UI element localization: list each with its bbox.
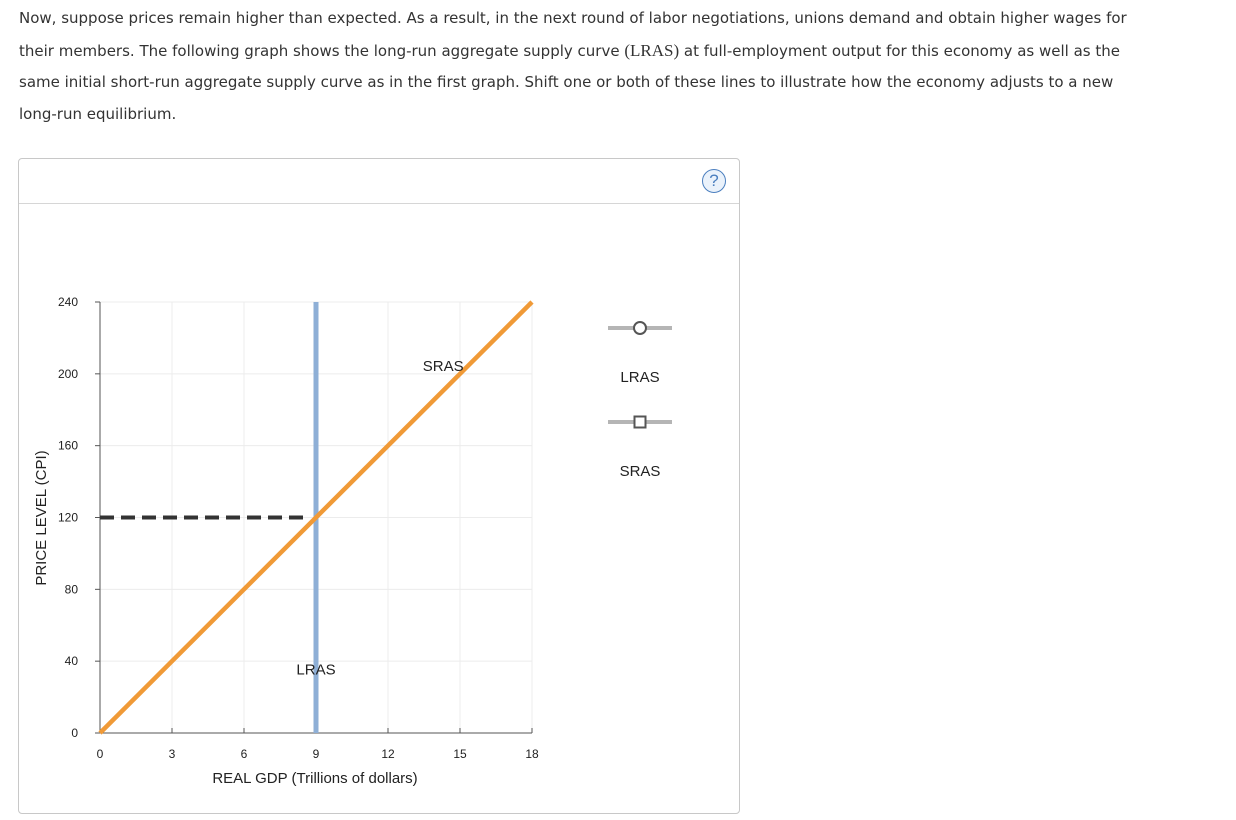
legend[interactable] — [608, 322, 672, 480]
sras-curve-label: SRAS — [422, 357, 464, 375]
question-line-3: same initial short-run aggregate supply curve as in the first graph. Shift one or both of these lines to illustrate how the economy adjusts to a new — [19, 73, 1114, 91]
x-tick-label: 0 — [96, 747, 104, 761]
legend-circle-marker[interactable] — [634, 322, 646, 334]
lras-curve-label: LRAS — [296, 661, 336, 679]
x-tick-label: 12 — [381, 747, 395, 761]
legend-square-marker[interactable] — [635, 417, 646, 428]
x-axis-label: REAL GDP (Trillions of dollars) — [212, 770, 418, 787]
y-tick-label: 0 — [71, 726, 78, 740]
help-icon[interactable]: ? — [702, 169, 726, 193]
question-line-4: long-run equilibrium. — [19, 104, 177, 123]
question-line-1: Now, suppose prices remain higher than expected. As a result, in the next round of labor negotiations, unions demand and obtain higher wages for — [19, 9, 1127, 27]
lras-math-term: (LRAS) — [624, 40, 680, 60]
y-axis-label: PRICE LEVEL (CPI) — [33, 450, 50, 586]
legend-label-lras: LRAS — [620, 369, 660, 386]
y-tick-label: 80 — [64, 582, 78, 597]
x-tick-label: 18 — [525, 747, 539, 761]
question-line-2a: their members. The following graph shows the long-run aggregate supply curve — [19, 41, 625, 60]
y-tick-label: 40 — [64, 654, 78, 669]
x-tick-label: 3 — [168, 747, 176, 761]
question-line-2b: at full-employment output for this economy as well as the — [679, 41, 1120, 60]
y-tick-label: 160 — [57, 438, 78, 453]
x-tick-label: 6 — [240, 747, 248, 761]
legend-label-sras: SRAS — [619, 463, 661, 480]
y-tick-label: 200 — [57, 366, 78, 381]
x-tick-label: 9 — [312, 747, 320, 761]
x-tick-label: 15 — [453, 747, 467, 761]
y-tick-label: 240 — [57, 295, 78, 309]
y-tick-label: 120 — [57, 510, 78, 525]
